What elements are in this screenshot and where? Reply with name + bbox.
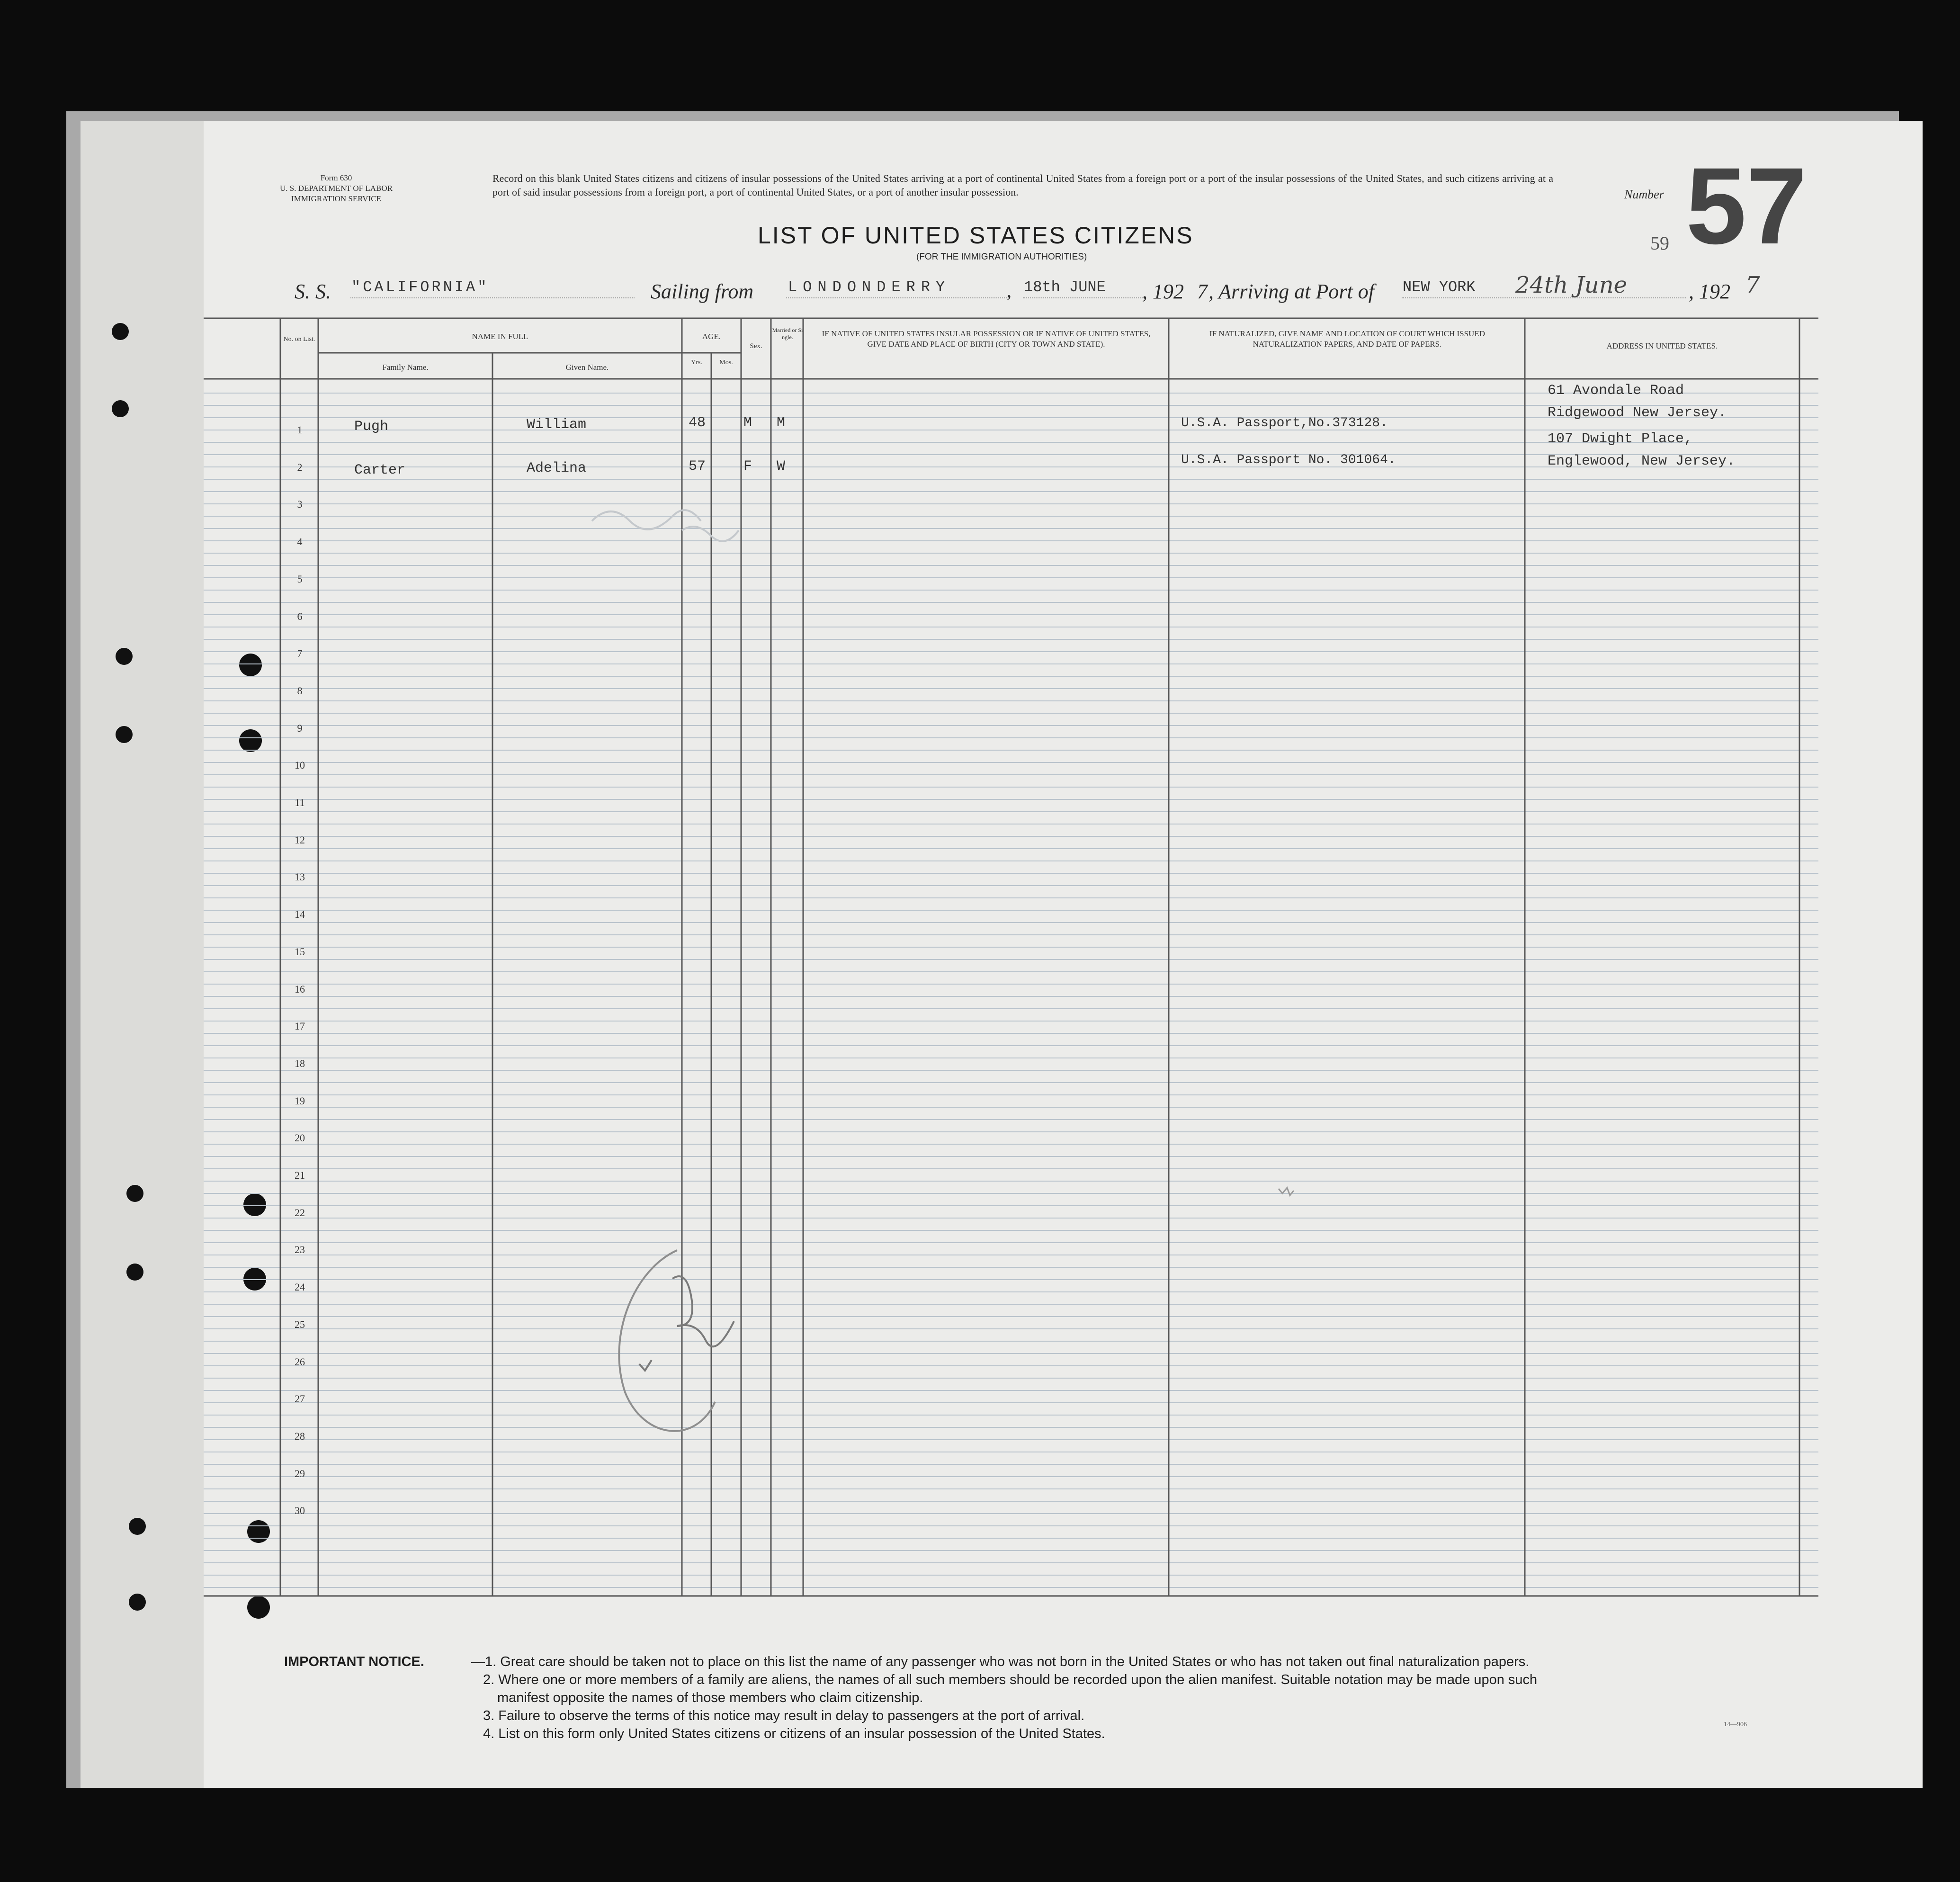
page-subtitle: (FOR THE IMMIGRATION AUTHORITIES)	[916, 252, 1087, 262]
header-age: AGE.	[702, 332, 721, 341]
row-number: 10	[295, 759, 305, 771]
row-number: 12	[295, 833, 305, 846]
sailing-year-digit: 7	[1197, 280, 1208, 303]
row-number: 6	[297, 610, 303, 622]
header-married-single: Married or Single.	[772, 327, 803, 341]
arrival-port: NEW YORK	[1403, 278, 1476, 296]
form-instructions: Record on this blank United States citizens and citizens of insular possessions of the United States arriving at a port of continental United States from a foreign port or a port of the insular possessions of the United States, and such citizens arriving at a port of said insular possessions from a foreign port, a port of continental United States, or a port of another insular possession.	[492, 172, 1553, 198]
page-title: LIST OF UNITED STATES CITIZENS	[758, 222, 1194, 249]
notice-item-2: 2. Where one or more members of a family are aliens, the names of all such members should be recorded upon the alien manifest. Suitable notation may be made upon such	[483, 1672, 1538, 1687]
row-number: 7	[297, 647, 303, 660]
arrival-year-prefix: , 192	[1689, 280, 1730, 303]
service-name: IMMIGRATION SERVICE	[291, 194, 381, 203]
notice-item-1: —1. Great care should be taken not to place on this list the name of any passenger who was not born in the United States or who has not taken out final naturalization papers.	[471, 1654, 1530, 1669]
sailing-year-prefix: , 192	[1142, 280, 1184, 303]
departure-port: LONDONDERRY	[788, 278, 951, 296]
row-number: 2	[297, 461, 303, 473]
entry-2-sex: F	[743, 458, 752, 475]
header-family-name: Family Name.	[382, 363, 429, 372]
arrival-year-digit: 7	[1745, 272, 1760, 298]
notice-label: IMPORTANT NOTICE.	[284, 1654, 424, 1669]
entry-1-given-name: William	[527, 417, 587, 433]
entry-1-papers: U.S.A. Passport,No.373128.	[1181, 416, 1388, 430]
entry-1-age: 48	[689, 415, 706, 431]
print-code: 14—906	[1724, 1721, 1747, 1728]
header-given-name: Given Name.	[565, 363, 609, 372]
header-sex: Sex.	[750, 342, 762, 350]
row-number: 13	[295, 871, 305, 883]
row-number: 21	[295, 1169, 305, 1181]
row-number: 14	[295, 908, 305, 921]
header-months: Mos.	[719, 359, 733, 366]
notice-item-3: 3. Failure to observe the terms of this notice may result in delay to passengers at the port of arrival.	[483, 1708, 1085, 1723]
row-number: 3	[297, 498, 303, 511]
entry-2-address-line2: Englewood, New Jersey.	[1548, 453, 1736, 469]
form-number: Form 630	[320, 173, 352, 182]
row-number: 29	[295, 1467, 305, 1479]
row-number: 24	[295, 1281, 305, 1293]
row-number: 17	[295, 1020, 305, 1032]
row-number: 19	[295, 1094, 305, 1107]
row-number: 28	[295, 1430, 305, 1442]
row-number: 18	[295, 1057, 305, 1069]
department-name: U. S. DEPARTMENT OF LABOR	[280, 184, 393, 193]
header-number: No. on List.	[283, 336, 315, 343]
row-number: 1	[297, 424, 303, 436]
row-number: 8	[297, 684, 303, 697]
header-naturalized-papers: IF NATURALIZED, GIVE NAME AND LOCATION OF COURT WHICH ISSUED NATURALIZATION PAPERS, AND DATE OF PAPERS.	[1209, 329, 1485, 349]
row-number: 25	[295, 1318, 305, 1330]
entry-2-papers: U.S.A. Passport No. 301064.	[1181, 453, 1396, 467]
sailing-date: 18th JUNE	[1024, 278, 1106, 296]
entry-2-family-name: Carter	[354, 462, 406, 478]
header-address: ADDRESS IN UNITED STATES.	[1606, 341, 1718, 350]
ss-label: S. S.	[295, 280, 331, 303]
entry-2-marital: W	[777, 458, 786, 475]
entry-1-address-line1: 61 Avondale Road	[1548, 383, 1684, 399]
header-years: Yrs.	[691, 359, 702, 366]
row-number: 23	[295, 1244, 305, 1256]
row-number: 5	[297, 573, 303, 585]
notice-item-4: 4. List on this form only United States citizens or citizens of an insular possession of the United States.	[483, 1726, 1105, 1741]
entry-2-age: 57	[689, 458, 706, 475]
row-number: 22	[295, 1206, 305, 1219]
entry-1-marital: M	[777, 415, 786, 431]
row-number: 20	[295, 1132, 305, 1144]
list-number: 57	[1686, 145, 1807, 267]
sailing-label: Sailing from	[651, 280, 754, 303]
stamp-number: 59	[1650, 233, 1669, 254]
arrival-date: 24th June	[1515, 272, 1628, 298]
row-number: 16	[295, 983, 305, 995]
ship-name: "CALIFORNIA"	[351, 278, 489, 296]
row-number: 4	[297, 536, 303, 548]
entry-2-given-name: Adelina	[527, 460, 587, 476]
notice-item-2-cont: manifest opposite the names of those members who claim citizenship.	[497, 1690, 923, 1705]
row-number: 30	[295, 1505, 305, 1517]
row-number: 27	[295, 1393, 305, 1405]
number-label: Number	[1624, 188, 1664, 201]
header-name-in-full: NAME IN FULL	[472, 332, 528, 341]
row-number: 11	[295, 797, 305, 808]
entry-1-family-name: Pugh	[354, 419, 389, 435]
row-number: 9	[297, 722, 303, 734]
header-native-birth: IF NATIVE OF UNITED STATES INSULAR POSSESSION OR IF NATIVE OF UNITED STATES, GIVE DATE AND PLACE OF BIRTH (CITY OR TOWN AND STATE).	[822, 329, 1151, 349]
row-number: 26	[295, 1355, 305, 1368]
entry-1-address-line2: Ridgewood New Jersey.	[1548, 405, 1727, 421]
row-number: 15	[295, 945, 305, 958]
arriving-label: , Arriving at Port of	[1208, 280, 1374, 303]
entry-1-sex: M	[743, 415, 752, 431]
entry-2-address-line1: 107 Dwight Place,	[1548, 431, 1693, 447]
